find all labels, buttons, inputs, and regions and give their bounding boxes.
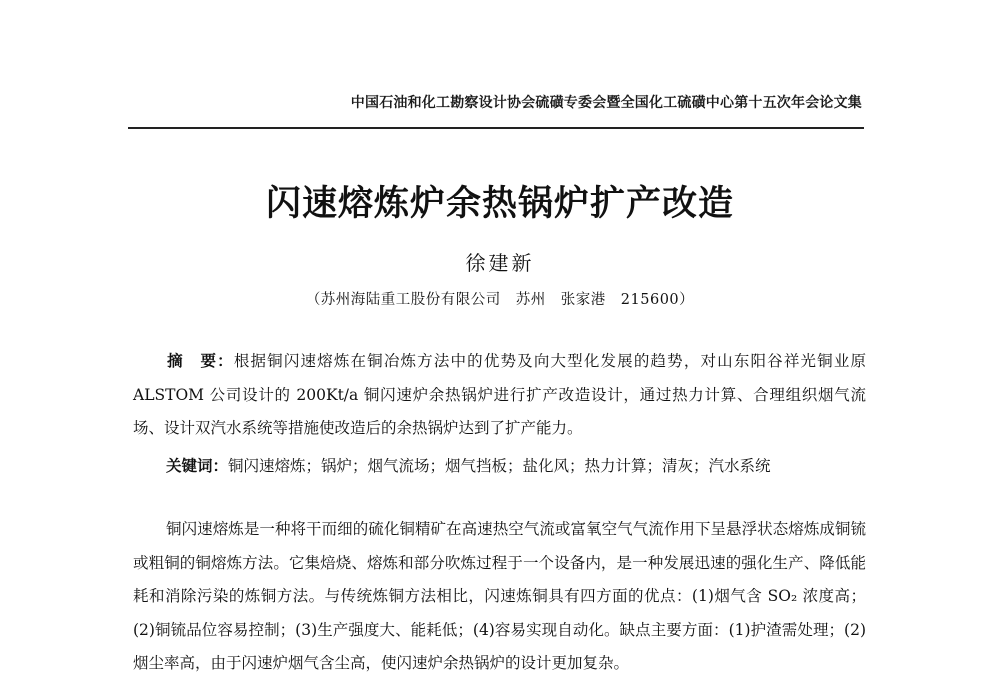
running-header: 中国石油和化工勘察设计协会硫磺专委会暨全国化工硫磺中心第十五次年会论文集 — [350, 95, 862, 111]
keywords-section — [133, 450, 866, 484]
keywords-text: 铜闪速熔炼；锅炉；烟气流场；烟气挡板；盐化风；热力计算；清灰；汽水系统 — [228, 457, 771, 475]
abstract-text: 根据铜闪速熔炼在铜冶炼方法中的优势及向大型化发展的趋势，对山东阳谷祥光铜业原 ALSTOM 公司设计的 200Kt/a 铜闪速炉余热锅炉进行扩产改造设计，通过热力计算、合理组织烟气流场、设计双汽水系统等措施使改造后的余热锅炉达到了扩产能力。 — [133, 352, 866, 437]
body-section — [133, 513, 866, 681]
body-paragraph — [133, 513, 866, 681]
abstract-label: 摘 要： — [166, 352, 234, 370]
paper-title: 闪速熔炼炉余热锅炉扩产改造 — [265, 183, 734, 224]
abstract-section — [133, 345, 866, 446]
body-paragraph-text: 铜闪速熔炼是一种将干而细的硫化铜精矿在高速热空气流或富氧空气气流作用下呈悬浮状态熔炼成铜锍或粗铜的铜熔炼方法。它集焙烧、熔炼和部分吹炼过程于一个设备内，是一种发展迅速的强化生产、降低能耗和消除污染的炼铜方法。与传统炼铜方法相比，闪速炼铜具有四方面的优点：(1)烟气含 SO₂ 浓度高；(2)铜锍品位容易控制；(3)生产强度大、能耗低；(4)容易实现自动化。缺点主要方面：(1)护渣需处理；(2)烟尘率高，由于闪速炉烟气含尘高，使闪速炉余热锅炉的设计更加复杂。 — [133, 520, 866, 672]
author-name: 徐建新 — [465, 251, 535, 275]
keywords-label: 关键词： — [166, 457, 229, 475]
author-affiliation: （苏州海陆重工股份有限公司 苏州 张家港 215600） — [305, 292, 695, 308]
header-rule — [128, 127, 864, 129]
